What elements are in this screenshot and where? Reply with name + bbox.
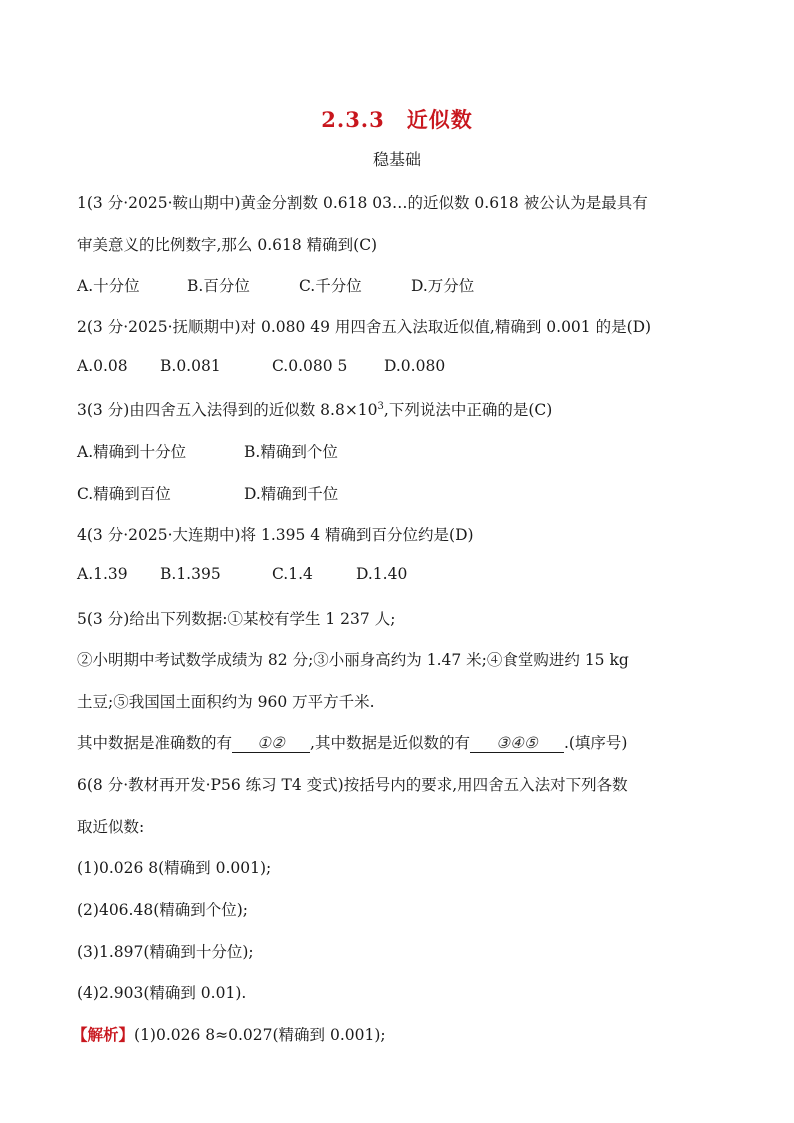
q1-option-a: A.十分位 bbox=[77, 277, 140, 295]
q3-stem-exponent: 3 bbox=[377, 400, 384, 412]
q6-stem-line1: 6(8 分·教材再开发·P56 练习 T4 变式)按括号内的要求,用四舍五入法对下列各数 bbox=[77, 776, 628, 794]
q3-options-row1 bbox=[77, 440, 338, 462]
section-number: 2.3.3 bbox=[321, 107, 385, 132]
q6-item-3: (3)1.897(精确到十分位); bbox=[77, 943, 254, 961]
q1-stem-line1: 1(3 分·2025·鞍山期中)黄金分割数 0.618 03…的近似数 0.618 被公认为是最具有 bbox=[77, 194, 648, 212]
q5-answer-approx: ③④⑤ bbox=[470, 734, 564, 753]
q2-option-d: D.0.080 bbox=[384, 357, 446, 375]
q5-stem-line1: 5(3 分)给出下列数据:①某校有学生 1 237 人; bbox=[77, 610, 396, 628]
q3-option-a: A.精确到十分位 bbox=[77, 443, 187, 461]
q4-option-c: C.1.4 bbox=[272, 565, 313, 583]
q1-stem-line2: 审美意义的比例数字,那么 0.618 精确到(C) bbox=[77, 236, 378, 254]
q4-option-d: D.1.40 bbox=[356, 565, 408, 583]
q4-stem: 4(3 分·2025·大连期中)将 1.395 4 精确到百分位约是(D) bbox=[77, 526, 474, 544]
q3-option-b: B.精确到个位 bbox=[244, 443, 338, 461]
q1-options bbox=[77, 274, 474, 296]
q5-stem-line3: 土豆;⑤我国国土面积约为 960 万平方千米. bbox=[77, 693, 375, 711]
q2-option-c: C.0.080 5 bbox=[272, 357, 348, 375]
q2-options bbox=[77, 357, 445, 375]
q3-options-row2 bbox=[77, 482, 338, 504]
q4-options bbox=[77, 565, 407, 583]
q3-option-c: C.精确到百位 bbox=[77, 485, 171, 503]
q5-answer-exact: ①② bbox=[232, 734, 310, 753]
q5-fill-prefix: 其中数据是准确数的有 bbox=[77, 734, 233, 752]
section-name: 近似数 bbox=[406, 107, 473, 132]
q2-stem: 2(3 分·2025·抚顺期中)对 0.080 49 用四舍五入法取近似值,精确到 0.001 的是(D) bbox=[77, 318, 652, 336]
q5-fill-middle: ,其中数据是近似数的有 bbox=[310, 734, 470, 752]
q5-fill-line bbox=[77, 731, 627, 753]
q3-stem-after: ,下列说法中正确的是(C) bbox=[383, 401, 553, 419]
q2-option-a: A.0.08 bbox=[77, 357, 128, 375]
q4-option-a: A.1.39 bbox=[77, 565, 128, 583]
q3-stem-before: 3(3 分)由四舍五入法得到的近似数 8.8×10 bbox=[77, 401, 378, 419]
q1-option-c: C.千分位 bbox=[299, 277, 362, 295]
analysis-text: (1)0.026 8≈0.027(精确到 0.001); bbox=[134, 1026, 386, 1044]
q5-fill-suffix: .(填序号) bbox=[563, 734, 628, 752]
q1-option-d: D.万分位 bbox=[411, 277, 475, 295]
q5-stem-line2: ②小明期中考试数学成绩为 82 分;③小丽身高约为 1.47 米;④食堂购进约 15 kg bbox=[77, 651, 629, 669]
q6-analysis bbox=[72, 1023, 386, 1045]
q6-stem-line2: 取近似数: bbox=[77, 818, 145, 836]
q6-item-4: (4)2.903(精确到 0.01). bbox=[77, 984, 247, 1002]
analysis-tag: 【解析】 bbox=[72, 1025, 135, 1044]
section-title bbox=[0, 104, 794, 134]
q1-option-b: B.百分位 bbox=[187, 277, 250, 295]
q2-option-b: B.0.081 bbox=[160, 357, 221, 375]
q4-option-b: B.1.395 bbox=[160, 565, 221, 583]
q6-item-2: (2)406.48(精确到个位); bbox=[77, 901, 249, 919]
q3-stem bbox=[77, 398, 552, 420]
subtitle: 稳基础 bbox=[372, 150, 421, 169]
q3-option-d: D.精确到千位 bbox=[244, 485, 339, 503]
q6-item-1: (1)0.026 8(精确到 0.001); bbox=[77, 859, 272, 877]
